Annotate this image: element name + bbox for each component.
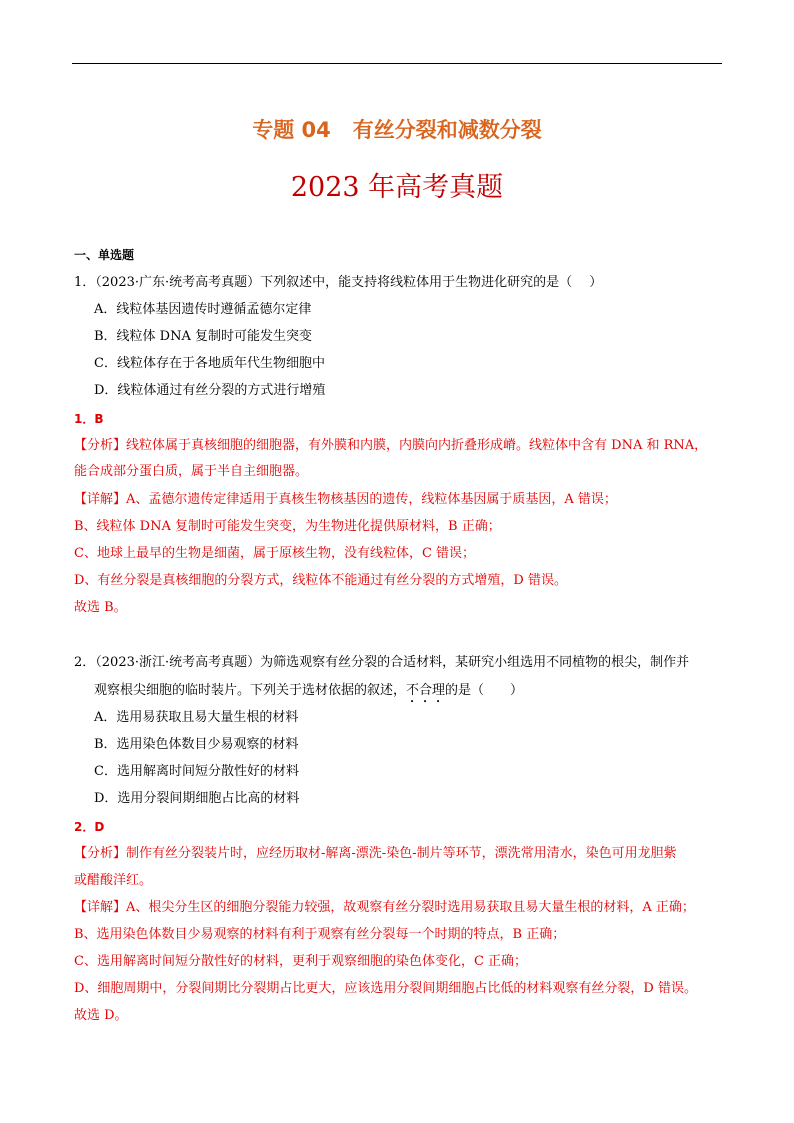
- section-heading: 一、单选题: [74, 248, 135, 262]
- detail-text: A、孟德尔遗传定律适用于真核生物核基因的遗传，线粒体基因属于质基因，A 错误；: [126, 492, 617, 507]
- question-1-stem: 1．（2023·广东·统考高考真题）下列叙述中，能支持将线粒体用于生物进化研究的是（ ）: [74, 275, 603, 290]
- question-1-option-a: A．线粒体基因遗传时遵循孟德尔定律: [94, 302, 312, 317]
- topic-name: 有丝分裂和减数分裂: [352, 118, 542, 142]
- question-2-analysis-cont: 或醋酸洋红。: [74, 873, 153, 888]
- detail-tag: 【详解】: [74, 492, 127, 507]
- question-1-option-d: D．线粒体通过有丝分裂的方式进行增殖: [94, 383, 326, 398]
- detail-text: A、根尖分生区的细胞分裂能力较强，故观察有丝分裂时选用易获取且易大量生根的材料，A 正确；: [126, 900, 695, 915]
- question-2-option-d: D．选用分裂间期细胞占比高的材料: [94, 791, 300, 806]
- detail-tag: 【详解】: [74, 900, 127, 915]
- question-1-conclusion: 故选 B。: [74, 600, 127, 615]
- question-1-detail-b: B、线粒体 DNA 复制时可能发生突变，为生物进化提供原材料，B 正确；: [74, 519, 501, 534]
- question-1-option-b: B．线粒体 DNA 复制时可能发生突变: [94, 329, 313, 344]
- question-1-detail-d: D、有丝分裂是真核细胞的分裂方式，线粒体不能通过有丝分裂的方式增殖，D 错误。: [74, 573, 567, 588]
- analysis-text: 线粒体属于真核细胞的细胞器，有外膜和内膜，内膜向内折叠形成嵴。线粒体中含有 DNA 和 RNA，: [126, 438, 708, 453]
- question-2-stem: 2．（2023·浙江·统考高考真题）为筛选观察有丝分裂的合适材料，某研究小组选用不同植物的根尖，制作并: [74, 655, 690, 670]
- question-2-detail: [74, 899, 695, 917]
- question-2-detail-c: C、选用解离时间短分散性好的材料，更利于观察细胞的染色体变化，C 正确；: [74, 954, 528, 969]
- question-1-detail-c: C、地球上最早的生物是细菌，属于原核生物，没有线粒体，C 错误；: [74, 546, 476, 561]
- question-1-analysis-cont: 能合成部分蛋白质，属于半自主细胞器。: [74, 464, 309, 479]
- question-2-option-b: B．选用染色体数目少易观察的材料: [94, 737, 299, 752]
- question-2-option-a: A．选用易获取且易大量生根的材料: [94, 710, 299, 725]
- header-rule: [72, 63, 722, 64]
- analysis-tag: 【分析】: [74, 846, 127, 861]
- stem-end: 的是（ ）: [445, 683, 524, 698]
- question-2-option-c: C．选用解离时间短分散性好的材料: [94, 764, 299, 779]
- year-title: 2023 年高考真题: [290, 172, 504, 203]
- question-1-analysis: [74, 437, 707, 455]
- analysis-text: 制作有丝分裂装片时，应经历取材-解离-漂洗-染色-制片等环节，漂洗常用清水，染色可用龙胆紫: [126, 846, 677, 861]
- analysis-tag: 【分析】: [74, 438, 127, 453]
- question-2-stem-cont: [94, 682, 523, 706]
- question-1-option-c: C．线粒体存在于各地质年代生物细胞中: [94, 356, 325, 371]
- question-2-answer: 2．D: [74, 820, 105, 834]
- topic-title: [0, 114, 794, 144]
- question-2-analysis: [74, 845, 677, 863]
- question-1-answer: 1．B: [74, 412, 104, 426]
- emphasis-text: 不合理: [406, 683, 446, 698]
- question-2-detail-d: D、细胞周期中，分裂间期比分裂期占比更大，应该选用分裂间期细胞占比低的材料观察有丝分裂，D 错误。: [74, 981, 697, 996]
- question-2-detail-b: B、选用染色体数目少易观察的材料有利于观察有丝分裂每一个时期的特点，B 正确；: [74, 927, 566, 942]
- topic-number: 专题 04: [252, 118, 331, 142]
- question-1-detail: [74, 491, 617, 509]
- stem-text: 观察根尖细胞的临时装片。下列关于选材依据的叙述，: [94, 683, 407, 698]
- question-2-conclusion: 故选 D。: [74, 1008, 128, 1023]
